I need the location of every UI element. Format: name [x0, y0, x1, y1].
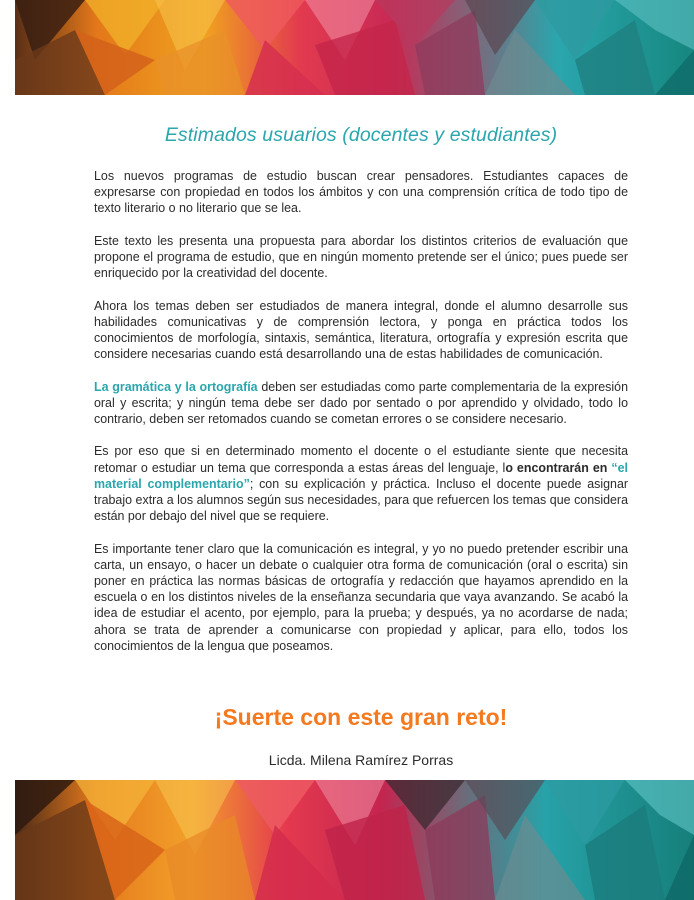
- paragraph-2: Este texto les presenta una propuesta para abordar los distintos criterios de evaluación que propone el programa de estudio, que en ningún momento pretende ser el único; pues puede ser enriquecido por la creatividad del docente.: [94, 233, 628, 281]
- letter-body: [94, 168, 628, 670]
- paragraph-1: Los nuevos programas de estudio buscan crear pensadores. Estudiantes capaces de expresarse con propiedad en todos los ámbitos y con una comprensión crítica de todo tipo de texto literario o no literario que se lea.: [94, 169, 628, 216]
- top-decorative-banner: [15, 0, 694, 95]
- bottom-polygon-art: [15, 780, 694, 900]
- bottom-decorative-banner: [15, 780, 694, 900]
- paragraph-4: [94, 379, 628, 428]
- signature: Licda. Milena Ramírez Porras: [268, 752, 454, 768]
- paragraph-5-rest: ; con su explicación y práctica. Incluso el docente puede asignar trabajo extra a los alumnos según sus necesidades, para que refuercen los temas que considera están por debajo del nivel que se requiere.: [94, 476, 629, 524]
- paragraph-6: Es importante tener claro que la comunicación es integral, y yo no puedo pretender escribir una carta, un ensayo, o hacer un debate o cualquier otra forma de comunicación (oral o escrita) sin poner en práctica las normas básicas de ortografía y redacción que hayamos aprendido en la escuela o en los distintos niveles de la enseñanza secundaria que vaya avanzando. Se acabó la idea de estudiar el acento, por ejemplo, para la prueba; y después, ya no acordarse de nada; ahora se trata de aprender a comunicarse con propiedad y aplicar, para ello, todos los conocimientos de la lengua que poseamos.: [94, 541, 628, 653]
- paragraph-5-bold: o encontrarán en: [505, 460, 608, 475]
- grammar-highlight: La gramática y la ortografía: [94, 379, 258, 394]
- page-title: Estimados usuarios (docentes y estudiantes): [164, 124, 558, 146]
- paragraph-4-text: deben ser estudiadas como parte complementaria de la expresión oral y escrita; y ningún tema debe ser dado por sentado o por aprendido y olvidado, todo lo contrario, deben ser retomados cuando se cometan errores o se considere necesario.: [94, 379, 629, 426]
- paragraph-3: Ahora los temas deben ser estudiados de manera integral, donde el alumno desarrolle sus habilidades comunicativas y de comprensión lectora, y ponga en práctica todos los conocimientos de morfología, sintaxis, semántica, literatura, ortografía y expresión escrita que considere necesarias cuando está desarrollando una de estas habilidades de comunicación.: [94, 298, 628, 362]
- top-polygon-art: [15, 0, 694, 95]
- complementary-material-highlight: “el material complementario”: [94, 460, 628, 491]
- closing-message: ¡Suerte con este gran reto!: [214, 704, 508, 730]
- paragraph-5: [94, 443, 628, 524]
- paragraph-5-start: Es por eso que si en determinado momento el docente o el estudiante siente que necesita retomar o estudiar un tema que corresponda a estas áreas del lenguaje, l: [94, 444, 628, 475]
